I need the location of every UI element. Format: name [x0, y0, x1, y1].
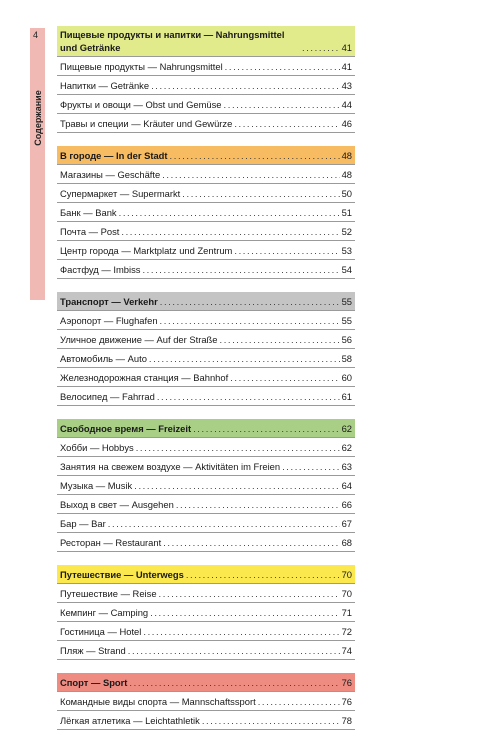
toc-entry-link[interactable] — [57, 349, 355, 368]
entry-page-number: 46 — [341, 118, 352, 129]
sidebar-color-tab — [30, 28, 45, 300]
dot-leader — [128, 645, 340, 657]
dot-leader — [108, 518, 340, 530]
dot-leader — [150, 607, 339, 619]
section-page-number: 76 — [341, 677, 352, 688]
dot-leader — [219, 334, 339, 346]
toc-entry-link[interactable] — [57, 165, 355, 184]
toc-entry-link[interactable] — [57, 533, 355, 552]
entry-page-number: 56 — [341, 334, 352, 345]
toc-section — [57, 146, 355, 279]
section-page-number: 70 — [341, 569, 352, 580]
entry-page-number: 50 — [341, 188, 352, 199]
toc-entry-link[interactable] — [57, 184, 355, 203]
entry-title: Гостиница — Hotel — [60, 626, 142, 637]
toc-entry-link[interactable] — [57, 368, 355, 387]
dot-leader — [142, 264, 339, 276]
entry-title: Травы и специи — Kräuter und Gewürze — [60, 118, 233, 129]
entry-page-number: 53 — [341, 245, 352, 256]
dot-leader — [258, 696, 340, 708]
section-title: В городе — In der Stadt — [60, 150, 168, 161]
entry-page-number: 76 — [341, 696, 352, 707]
entry-title: Банк — Bank — [60, 207, 117, 218]
dot-leader — [160, 296, 340, 308]
entry-page-number: 43 — [341, 80, 352, 91]
section-title: Свободное время — Freizeit — [60, 423, 192, 434]
dot-leader — [170, 150, 340, 162]
dot-leader — [129, 677, 339, 689]
entry-page-number: 48 — [341, 169, 352, 180]
entry-page-number: 67 — [341, 518, 352, 529]
toc-section — [57, 673, 355, 730]
dot-leader — [230, 372, 339, 384]
entry-title: Ресторан — Restaurant — [60, 537, 162, 548]
dot-leader — [234, 118, 339, 130]
dot-leader — [282, 461, 339, 473]
dot-leader — [186, 569, 340, 581]
section-page-number: 62 — [341, 423, 352, 434]
section-header-link[interactable] — [57, 419, 355, 438]
dot-leader — [143, 626, 339, 638]
toc-entry-link[interactable] — [57, 476, 355, 495]
toc-entry-link[interactable] — [57, 114, 355, 133]
toc-entry-link[interactable] — [57, 457, 355, 476]
toc-entry-link[interactable] — [57, 311, 355, 330]
dot-leader — [159, 588, 340, 600]
dot-leader — [182, 188, 339, 200]
entry-title: Железнодорожная станция — Bahnhof — [60, 372, 229, 383]
toc-entry-link[interactable] — [57, 387, 355, 406]
dot-leader — [234, 245, 339, 257]
entry-title: Бар — Bar — [60, 518, 106, 529]
entry-page-number: 58 — [341, 353, 352, 364]
entry-title: Велосипед — Fahrrad — [60, 391, 155, 402]
dot-leader — [121, 226, 339, 238]
dot-leader — [134, 480, 339, 492]
dot-leader — [162, 169, 339, 181]
toc-section — [57, 26, 355, 133]
entry-title: Почта — Post — [60, 226, 120, 237]
entry-title: Автомобиль — Auto — [60, 353, 147, 364]
section-header-link[interactable] — [57, 565, 355, 584]
dot-leader — [302, 42, 340, 54]
entry-page-number: 68 — [341, 537, 352, 548]
entry-page-number: 51 — [341, 207, 352, 218]
table-of-contents — [57, 26, 355, 743]
entry-title: Центр города — Marktplatz und Zentrum — [60, 245, 233, 256]
section-header-link[interactable] — [57, 26, 355, 57]
entry-page-number: 61 — [341, 391, 352, 402]
section-page-number: 55 — [341, 296, 352, 307]
toc-entry-link[interactable] — [57, 330, 355, 349]
entry-title: Напитки — Getränke — [60, 80, 150, 91]
toc-section — [57, 292, 355, 406]
toc-entry-link[interactable] — [57, 260, 355, 279]
entry-title: Выход в свет — Ausgehen — [60, 499, 174, 510]
entry-page-number: 66 — [341, 499, 352, 510]
entry-page-number: 41 — [341, 61, 352, 72]
dot-leader — [136, 442, 340, 454]
entry-title: Кемпинг — Camping — [60, 607, 149, 618]
toc-entry-link[interactable] — [57, 584, 355, 603]
entry-page-number: 55 — [341, 315, 352, 326]
entry-page-number: 70 — [341, 588, 352, 599]
entry-page-number: 54 — [341, 264, 352, 275]
entry-title: Уличное движение — Auf der Straße — [60, 334, 218, 345]
dot-leader — [225, 61, 340, 73]
entry-page-number: 63 — [341, 461, 352, 472]
section-header-link[interactable] — [57, 292, 355, 311]
dot-leader — [202, 715, 340, 727]
entry-title: Лёгкая атлетика — Leichtathletik — [60, 715, 200, 726]
toc-entry-link[interactable] — [57, 692, 355, 711]
entry-title: Пищевые продукты — Nahrungsmittel — [60, 61, 223, 72]
toc-section — [57, 419, 355, 552]
toc-entry-link[interactable] — [57, 76, 355, 95]
entry-page-number: 64 — [341, 480, 352, 491]
dot-leader — [151, 80, 339, 92]
dot-leader — [193, 423, 339, 435]
entry-page-number: 72 — [341, 626, 352, 637]
page-number: 4 — [33, 30, 39, 40]
toc-entry-link[interactable] — [57, 57, 355, 76]
toc-entry-link[interactable] — [57, 438, 355, 457]
toc-entry-link[interactable] — [57, 514, 355, 533]
entry-title: Магазины — Geschäfte — [60, 169, 161, 180]
section-page-number: 41 — [341, 42, 352, 53]
sidebar-section-label: Содержание — [33, 90, 43, 146]
entry-title: Хобби — Hobbys — [60, 442, 134, 453]
entry-page-number: 74 — [341, 645, 352, 656]
dot-leader — [224, 99, 340, 111]
section-title: Спорт — Sport — [60, 677, 128, 688]
section-header-link[interactable] — [57, 146, 355, 165]
entry-page-number: 44 — [341, 99, 352, 110]
entry-title: Музыка — Musik — [60, 480, 133, 491]
entry-page-number: 60 — [341, 372, 352, 383]
toc-entry-link[interactable] — [57, 495, 355, 514]
entry-page-number: 62 — [341, 442, 352, 453]
toc-entry-link[interactable] — [57, 603, 355, 622]
entry-title: Фрукты и овощи — Obst und Gemüse — [60, 99, 222, 110]
entry-title: Пляж — Strand — [60, 645, 126, 656]
entry-title: Занятия на свежем воздухе — Aktivitäten im Freien — [60, 461, 281, 472]
toc-entry-link[interactable] — [57, 203, 355, 222]
entry-page-number: 52 — [341, 226, 352, 237]
entry-title: Путешествие — Reise — [60, 588, 157, 599]
dot-leader — [160, 315, 340, 327]
toc-entry-link[interactable] — [57, 711, 355, 730]
dot-leader — [176, 499, 340, 511]
entry-page-number: 71 — [341, 607, 352, 618]
dot-leader — [149, 353, 340, 365]
entry-title: Командные виды спорта — Mannschaftssport — [60, 696, 256, 707]
section-header-link[interactable] — [57, 673, 355, 692]
dot-leader — [157, 391, 340, 403]
dot-leader — [119, 207, 340, 219]
entry-title: Аэропорт — Flughafen — [60, 315, 158, 326]
toc-section — [57, 565, 355, 660]
toc-entry-link[interactable] — [57, 222, 355, 241]
entry-title: Супермаркет — Supermarkt — [60, 188, 181, 199]
toc-entry-link[interactable] — [57, 622, 355, 641]
toc-entry-link[interactable] — [57, 95, 355, 114]
entry-page-number: 78 — [341, 715, 352, 726]
section-title: Пищевые продукты и напитки — Nahrungsmittel und Getränke — [60, 29, 285, 53]
toc-entry-link[interactable] — [57, 241, 355, 260]
section-page-number: 48 — [341, 150, 352, 161]
dot-leader — [163, 537, 339, 549]
toc-entry-link[interactable] — [57, 641, 355, 660]
section-title: Путешествие — Unterwegs — [60, 569, 184, 580]
entry-title: Фастфуд — Imbiss — [60, 264, 141, 275]
section-title: Транспорт — Verkehr — [60, 296, 158, 307]
